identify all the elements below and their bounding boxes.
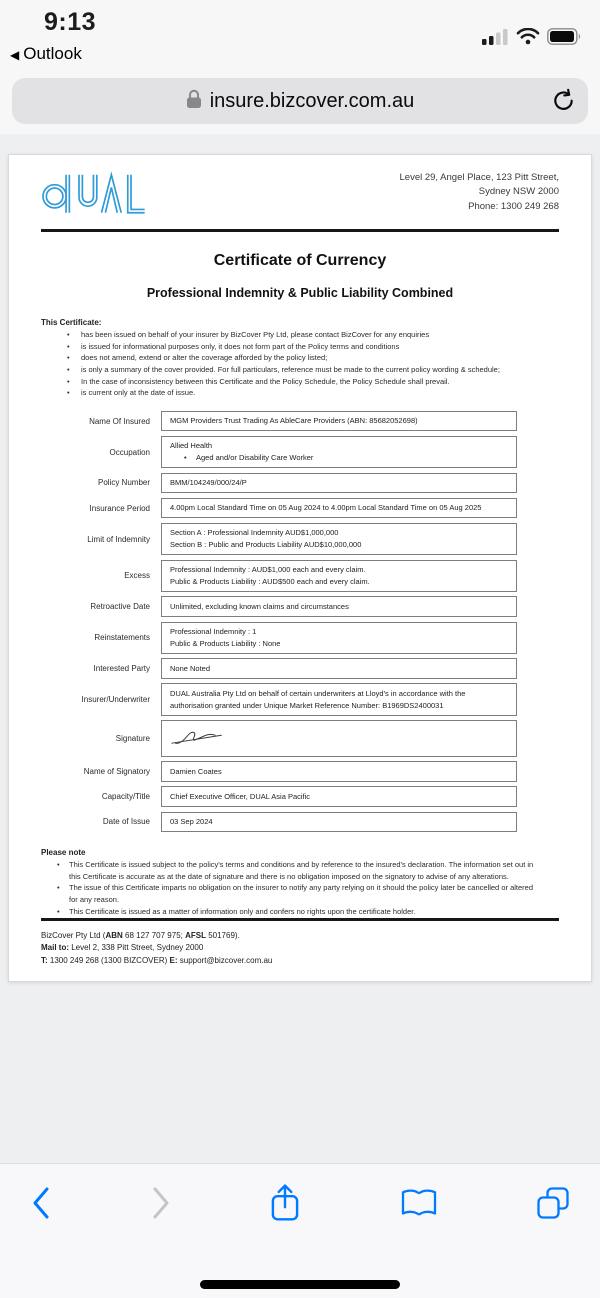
field-row-policy-number xyxy=(41,473,517,494)
field-value-line: BMM/104249/000/24/P xyxy=(170,478,247,488)
field-value-line: Allied Health xyxy=(170,441,213,451)
field-value-line: Public & Products Liability : AUD$500 each and every claim. xyxy=(170,576,370,586)
back-to-app-button[interactable] xyxy=(10,44,82,64)
please-note-bullet: • The issue of this Certificate imparts no obligation on the insurer to notify any party relying on it should the policy later be cancelled or altered for any reason. xyxy=(41,882,559,905)
field-label: Occupation xyxy=(109,447,150,457)
status-bar xyxy=(0,0,600,78)
field-value xyxy=(161,761,517,782)
share-icon xyxy=(269,1183,301,1226)
tabs-icon xyxy=(536,1186,570,1223)
this-certificate-section xyxy=(41,318,559,399)
field-row-capacity-title xyxy=(41,786,517,807)
field-value-line: Chief Executive Officer, DUAL Asia Pacific xyxy=(170,791,311,801)
lock-icon xyxy=(186,89,202,114)
field-row-retroactive-date xyxy=(41,596,517,617)
clock: 9:13 xyxy=(44,8,97,36)
signature-box xyxy=(161,720,517,757)
field-value xyxy=(161,436,517,468)
policy-field-table xyxy=(41,411,559,832)
field-label: Policy Number xyxy=(97,478,150,488)
field-label: Reinstatements xyxy=(94,633,150,643)
field-label: Limit of Indemnity xyxy=(87,534,150,544)
field-value-line: Damien Coates xyxy=(170,766,222,776)
field-value-line: Unlimited, excluding known claims and circumstances xyxy=(170,601,349,611)
field-label: Insurance Period xyxy=(89,503,150,513)
insurer-address xyxy=(400,171,560,214)
field-value xyxy=(161,683,517,715)
field-label: Signature xyxy=(115,733,150,743)
field-value xyxy=(161,411,517,432)
bookmarks-button[interactable] xyxy=(399,1182,439,1226)
back-icon xyxy=(30,1185,52,1224)
field-label: Excess xyxy=(124,571,150,581)
field-label: Date of Issue xyxy=(102,817,150,827)
field-label: Insurer/Underwriter xyxy=(81,695,150,704)
field-value-line: Professional Indemnity : AUD$1,000 each and every claim. xyxy=(170,565,366,575)
browser-top-chrome xyxy=(0,0,600,134)
field-value-line: Section B : Public and Products Liability AUD$10,000,000 xyxy=(170,540,362,549)
field-label: Name of Signatory xyxy=(83,767,150,777)
field-label: Interested Party xyxy=(93,664,150,674)
field-value xyxy=(161,523,517,555)
certificate-bullet: • is issued for informational purposes only, it does not form part of the Policy terms and conditions xyxy=(41,341,559,353)
field-value-line: Professional Indemnity : 1 xyxy=(170,627,257,636)
address-line: Level 29, Angel Place, 123 Pitt Street, xyxy=(399,172,559,183)
field-value xyxy=(161,812,517,833)
address-line: Sydney NSW 2000 xyxy=(478,186,559,198)
field-row-reinstatements xyxy=(41,622,517,654)
certificate-document xyxy=(8,154,592,982)
footer-divider xyxy=(41,918,559,921)
field-row-date-of-issue xyxy=(41,812,517,833)
field-row-occupation xyxy=(41,436,517,468)
occupation-bullet: • Aged and/or Disability Care Worker xyxy=(170,452,508,464)
document-title: Certificate of Currency xyxy=(213,252,387,269)
forward-icon xyxy=(150,1185,172,1224)
field-row-interested-party xyxy=(41,658,517,679)
dual-logo xyxy=(41,171,147,221)
footer-line: Mail to: Level 2, 338 Pitt Street, Sydney 2000 xyxy=(41,943,204,953)
field-row-signature xyxy=(41,720,517,757)
field-value-line: Public & Products Liability : None xyxy=(170,638,281,648)
field-label: Retroactive Date xyxy=(90,602,150,612)
document-subtitle: Professional Indemnity & Public Liability Combined xyxy=(146,286,454,300)
field-row-insurance-period xyxy=(41,498,517,519)
field-value-line: 4.00pm Local Standard Time on 05 Aug 2024 to 4.00pm Local Standard Time on 05 Aug 2025 xyxy=(170,503,482,513)
tabs-button[interactable] xyxy=(536,1182,570,1226)
field-value-line: MGM Providers Trust Trading As AbleCare Providers (ABN: 85682052698) xyxy=(170,416,418,426)
field-value-line: 03 Sep 2024 xyxy=(170,817,213,826)
please-note-heading: Please note xyxy=(41,848,86,858)
certificate-bullet: • In the case of inconsistency between this Certificate and the Policy Schedule, the Policy Schedule shall prevail. xyxy=(41,376,559,388)
field-value xyxy=(161,622,517,654)
field-row-name-of-signatory xyxy=(41,761,517,782)
address-bar[interactable] xyxy=(12,78,588,124)
back-button[interactable] xyxy=(30,1182,52,1226)
field-row-insurer-underwriter xyxy=(41,683,517,715)
document-header xyxy=(41,171,559,221)
certificate-bullet: • is only a summary of the cover provided. For full particulars, reference must be made to the current policy wording & schedule; xyxy=(41,364,559,376)
field-value-line: None Noted xyxy=(170,663,211,673)
back-to-app-chevron-icon xyxy=(10,44,19,64)
please-note-bullet: • This Certificate is issued as a matter of information only and confers no rights upon the certificate holder. xyxy=(41,906,559,918)
certificate-bullet: • has been issued on behalf of your insurer by BizCover Pty Ltd, please contact BizCover for any enquiries xyxy=(41,329,559,341)
field-value xyxy=(161,473,517,494)
forward-button[interactable] xyxy=(150,1182,172,1226)
cellular-signal-icon xyxy=(482,28,509,50)
status-icons xyxy=(482,28,582,50)
battery-icon xyxy=(547,28,582,50)
footer-line: T: 1300 249 268 (1300 BIZCOVER) E: support@bizcover.com.au xyxy=(41,955,273,965)
certificate-bullet: • is current only at the date of issue. xyxy=(41,387,559,399)
signature-scribble xyxy=(170,725,508,753)
footer-line: BizCover Pty Ltd (ABN 68 127 707 975; AFSL 501769). xyxy=(41,930,240,940)
bookmarks-icon xyxy=(399,1187,439,1222)
this-certificate-heading: This Certificate: xyxy=(41,318,102,327)
please-note-section xyxy=(41,848,559,917)
field-value-line: DUAL Australia Pty Ltd on behalf of certain underwriters at Lloyd's in accordance with the authorisation granted under Unique Market Reference Number: B1969DS2400031 xyxy=(170,688,466,710)
home-indicator[interactable] xyxy=(200,1280,400,1289)
safari-bottom-toolbar xyxy=(0,1163,600,1298)
back-to-app-label: Outlook xyxy=(23,44,82,63)
field-value-line: Section A : Professional Indemnity AUD$1,000,000 xyxy=(170,528,339,538)
field-label: Name Of Insured xyxy=(89,416,150,426)
address-bar-domain: insure.bizcover.com.au xyxy=(209,89,415,112)
field-value xyxy=(161,658,517,679)
share-button[interactable] xyxy=(269,1182,301,1226)
web-content-area[interactable] xyxy=(0,134,600,1163)
field-row-limit-of-indemnity xyxy=(41,523,517,555)
please-note-bullet: • This Certificate is issued subject to the policy's terms and conditions and by reference to the insured's declaration. The information set out in this Certificate is accurate as at the date of signature and there is no obligation imposed on the signatory to advise of any alterations. xyxy=(41,859,559,882)
field-value xyxy=(161,560,517,592)
document-footer xyxy=(41,930,559,967)
certificate-bullet: • does not amend, extend or alter the coverage afforded by the policy listed; xyxy=(41,352,559,364)
reload-button[interactable] xyxy=(551,88,576,116)
field-row-name-of-insured xyxy=(41,411,517,432)
field-label: Capacity/Title xyxy=(101,792,150,802)
field-row-excess xyxy=(41,560,517,592)
field-value xyxy=(161,596,517,617)
address-line: Phone: 1300 249 268 xyxy=(468,200,559,212)
wifi-icon xyxy=(516,28,540,50)
field-value xyxy=(161,498,517,519)
field-value xyxy=(161,786,517,807)
header-divider xyxy=(41,229,559,232)
